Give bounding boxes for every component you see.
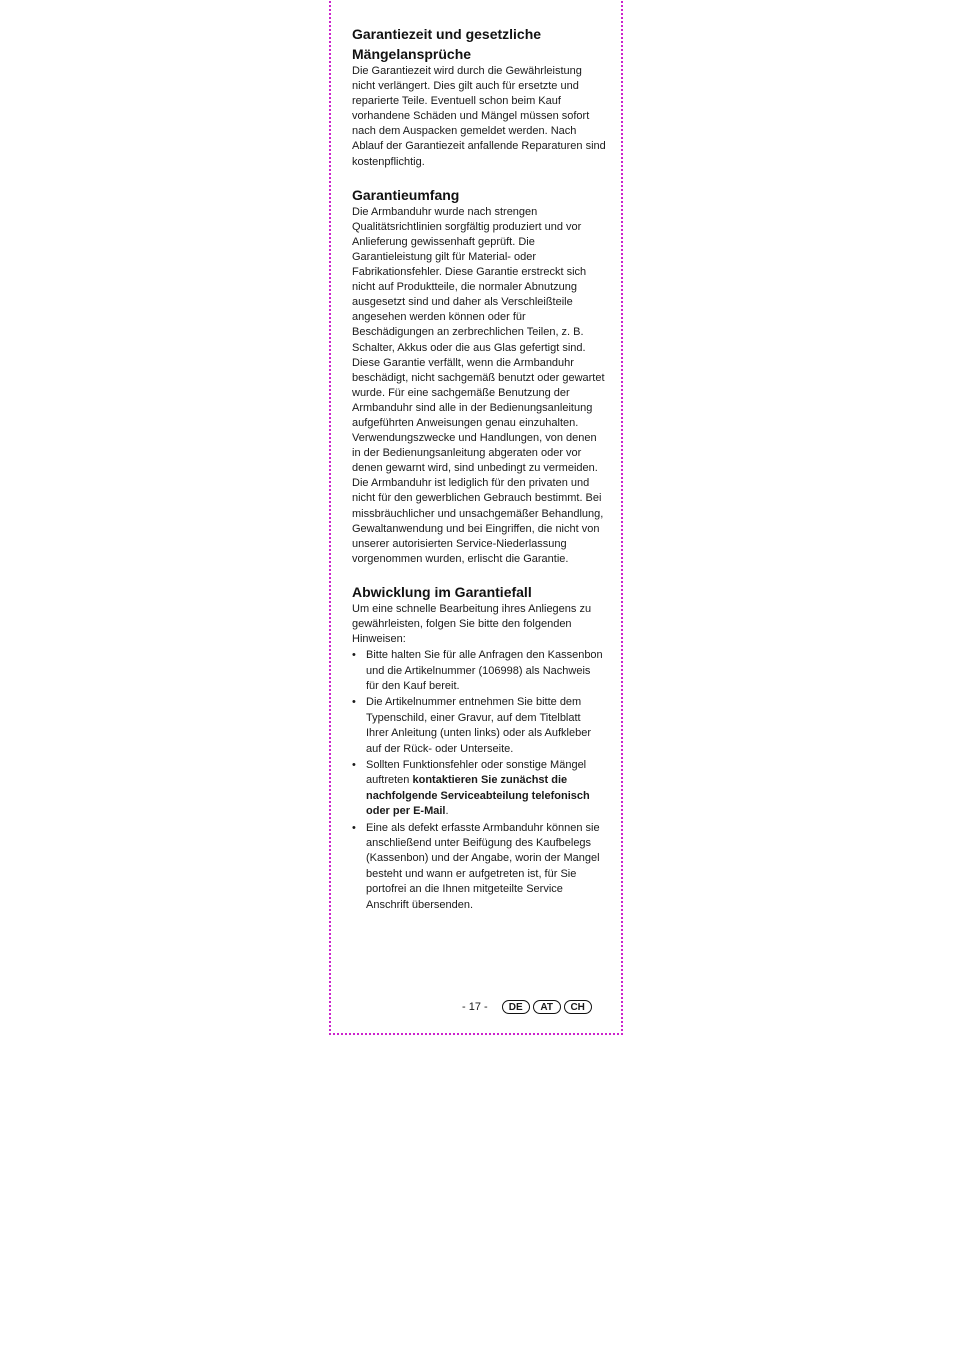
section-paragraph: Die Garantiezeit wird durch die Gewährleistung nicht verlängert. Dies gilt auch für ersetzte und reparierte Teile. Eventuell schon beim Kauf vorhandene Schäden und Mängel müssen sofort nach dem Auspacken gemeldet werden. Nach Ablauf der Garantiezeit anfallende Reparaturen sind kostenpflichtig. xyxy=(352,65,606,168)
heading-line-1: Garantiezeit und gesetzliche xyxy=(352,26,542,42)
bullet-icon: • xyxy=(352,821,356,834)
country-badge-at: AT xyxy=(533,1000,561,1014)
document-content xyxy=(352,24,606,928)
list-item xyxy=(352,648,606,694)
section-garantiezeit xyxy=(352,24,606,170)
section-abwicklung xyxy=(352,582,606,913)
list-item-emphasis: kontaktieren Sie zunächst die nachfolgende Serviceabteilung telefonisch oder per E-Mail xyxy=(366,774,590,818)
list-item-text: Bitte halten Sie für alle Anfragen den Kassenbon und die Artikelnummer (106998) als Nachweis für den Kauf bereit. xyxy=(366,649,603,692)
heading-line-2: Mängelansprüche xyxy=(352,46,472,62)
list-item xyxy=(352,821,606,913)
country-badge-de: DE xyxy=(502,1000,530,1014)
section-heading: Garantieumfang xyxy=(352,186,460,203)
section-garantieumfang xyxy=(352,185,606,567)
list-item xyxy=(352,695,606,757)
list-item-text-end: . xyxy=(445,805,449,818)
page-footer xyxy=(462,998,602,1016)
bullet-icon: • xyxy=(352,759,356,772)
section-intro: Um eine schnelle Bearbeitung ihres Anliegens zu gewährleisten, folgen Sie bitte den folgenden Hinweisen: xyxy=(352,602,592,646)
list-item-text: Sollten Funktionsfehler oder sonstige Mängel auftreten xyxy=(366,759,587,787)
page-number: - 17 - xyxy=(462,1001,488,1013)
bullet-list xyxy=(352,648,606,913)
section-heading xyxy=(352,24,606,64)
bullet-icon: • xyxy=(352,649,356,662)
list-item-text: Eine als defekt erfasste Armbanduhr können sie anschließend unter Beifügung des Kaufbelegs (Kassenbon) und der Angabe, worin der Mangel besteht und wann er aufgetreten ist, für Sie portofrei an die Ihnen mitgeteilte Service Anschrift übersenden. xyxy=(366,821,600,911)
country-badge-ch: CH xyxy=(564,1000,592,1014)
section-paragraph: Die Armbanduhr ist lediglich für den privaten und nicht für den gewerblichen Gebrauch bestimmt. Bei missbräuchlicher und unsachgemäßer Behandlung, Gewaltanwendung und bei Eingriffen, die nicht von unserer autorisierten Service-Niederlassung vorgenommen wurden, erlischt die Garantie. xyxy=(352,477,604,565)
list-item-text: Die Artikelnummer entnehmen Sie bitte dem Typenschild, einer Gravur, auf dem Titelblatt Ihrer Anleitung (unten links) oder als Aufkleber auf der Rück- oder Unterseite. xyxy=(366,696,592,755)
bullet-icon: • xyxy=(352,696,356,709)
list-item xyxy=(352,758,606,820)
section-heading: Abwicklung im Garantiefall xyxy=(352,583,532,600)
section-paragraph: Die Armbanduhr wurde nach strengen Qualitätsrichtlinien sorgfältig produziert und vor Anlieferung gewissenhaft geprüft. Die Garantieleistung gilt für Material- oder Fabrikationsfehler. Diese Garantie erstreckt sich nicht auf Produktteile, die normaler Abnutzung ausgesetzt sind und daher als Verschleißteile angesehen werden können oder für Beschädigungen an zerbrechlichen Teilen, z. B. Schalter, Akkus oder die aus Glas gefertigt sind. Diese Garantie verfällt, wenn die Armbanduhr beschädigt, nicht sachgemäß benutzt oder gewartet wurde. Für eine sachgemäße Benutzung der Armbanduhr sind alle in der Bedienungsanleitung aufgeführten Anweisungen genau einzuhalten. Verwendungszwecke und Handlungen, von denen in der Bedienungsanleitung abgeraten oder vor denen gewarnt wird, sind unbedingt zu vermeiden. xyxy=(352,205,605,475)
